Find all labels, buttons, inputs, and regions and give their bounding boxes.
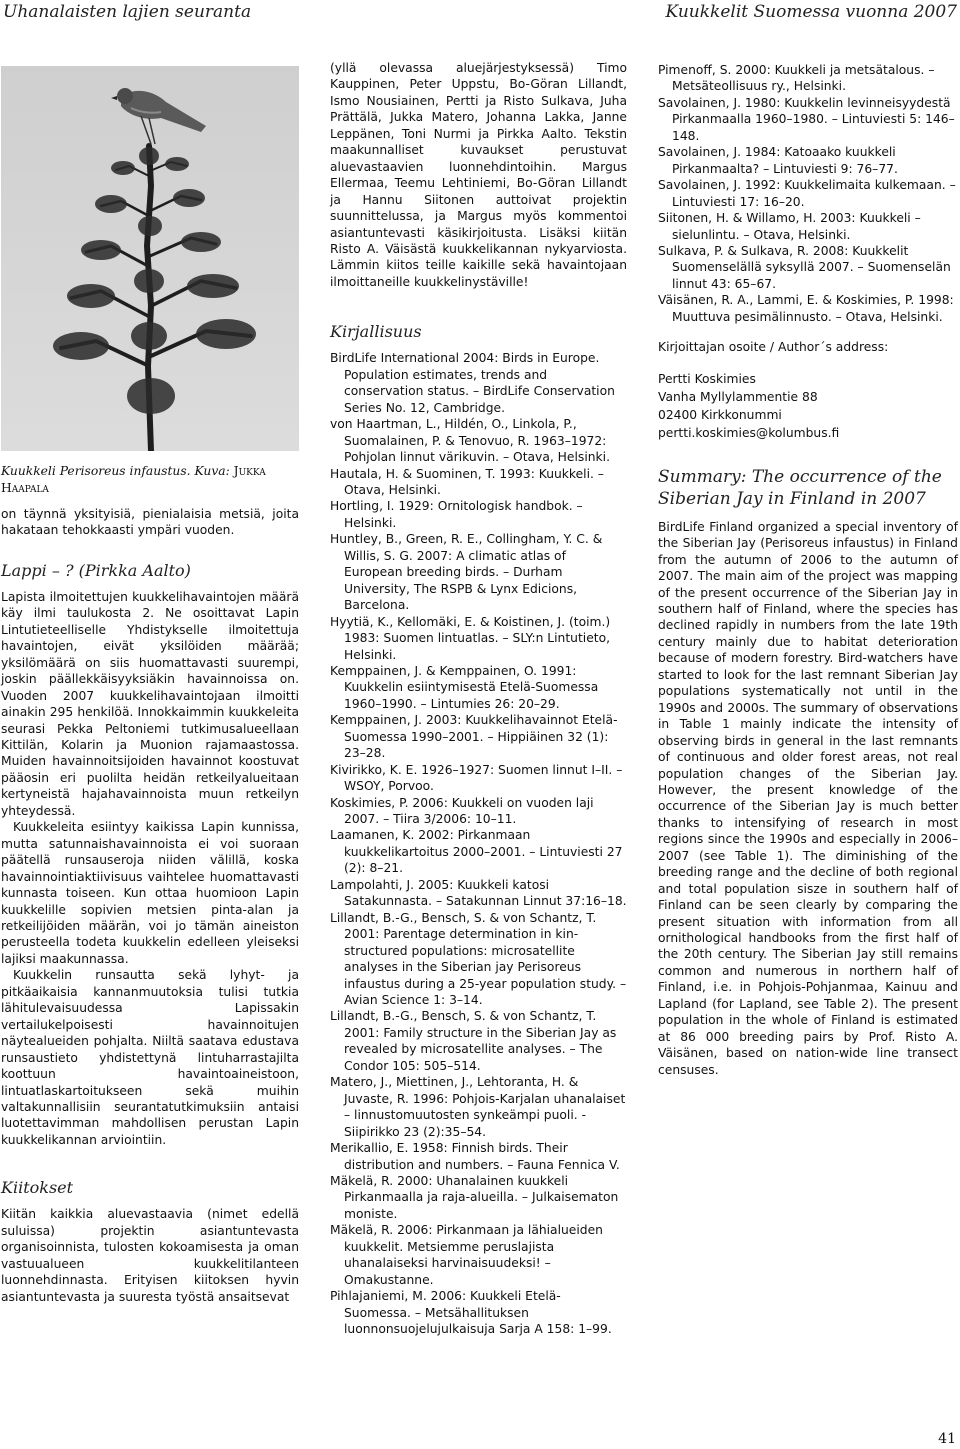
reference-item: Väisänen, R. A., Lammi, E. & Koskimies, P. 1998: Muuttuva pesimälinnusto. – Otava, Helsinki. [658,293,954,324]
reference-list-continued [658,62,958,325]
body-paragraph: Lapista ilmoitettujen kuukkelihavaintojen määrä käy ilmi taulukosta 2. Ne osoittavat Lapin Lintutieteelliselle Yhdistykselle ilmoitettuja havaintojen, eivät yksilöiden määrää; yksilömäärä on siis huomattavasti suurempi, joskin päällekkäisyyksiäkin havainnoissa on. Vuoden 2007 kuukkelihavaintojaan ilmoitti ainakin 295 henkilöä. Innokkaimmin kuukkeleita seurasi Pekka Peltoniemi tutkimusalueellaan Kittilän, Kolarin ja Muonion rajamaastossa. Muiden havainnoitsijoiden havainnot koostuvat pääosin eri puolilta heidän retkeilyalueitaan kertyneistä hajahavainnoista muun retkeilyn yhteydessä. [1,589,299,818]
photo-caption [1,463,299,496]
reference-item: Matero, J., Miettinen, J., Lehtoranta, H. & Juvaste, R. 1996: Pohjois-Karjalan uhanalaiset – linnustomuutosten synkeämpi puoli. - Siipirikko 23 (2):35–54. [330,1075,626,1139]
reference-item: Savolainen, J. 1980: Kuukkelin levinneisyydestä Pirkanmaalla 1960–1980. – Lintuviesti 5: 146–148. [658,95,955,143]
reference-item: Hortling, I. 1929: Ornitologisk handbok. – Helsinki. [330,499,583,530]
reference-item: Huntley, B., Green, R. E., Collingham, Y. C. & Willis, S. G. 2007: A climatic atlas of European breeding birds. – Durham University, The RSPB & Lynx Edicions, Barcelona. [330,532,603,613]
reference-item: Koskimies, P. 2006: Kuukkeli on vuoden laji 2007. – Tiira 3/2006: 10–11. [330,795,594,827]
running-header [0,0,960,28]
body-paragraph: Kiitän kaikkia aluevastaavia (nimet edellä suluissa) projektin asiantuntevasta organisoinnista, tulosten kokoamisesta ja oman vastuualueen kuukkelitilanteen luonnehdinnasta. Erityisen kiitoksen hyvin asiantuntevasta ja suuresta työstä ansaitsevat [1,1207,299,1304]
column-2 [330,60,627,1338]
page-number: 41 [938,1431,956,1447]
author-name: Pertti Koskimies [658,371,756,386]
reference-list [330,350,627,1337]
header-right: Kuukkelit Suomessa vuonna 2007 [665,2,957,22]
caption-text: Kuukkeli Perisoreus infaustus. Kuva: [1,464,230,478]
summary-paragraph: BirdLife Finland organized a special inventory of the Siberian Jay (Perisoreus infaustus) in Finland from the autumn of 2006 to the autumn of 2007. The main aim of the project was mapping of the present occurrence of the Siberian Jay in southern half of Finland, where the species has declined rapidly in numbers from the late 19th century mainly due to habitat deterioration because of modern forestry. Bird-watchers have started to look for the last remnant Siberian Jay populations systematically not until in the 1990s and 2000s. The summary of observations in Table 1 mainly indicate the intensity of observing birds in general in the last remnants of continuous and older forest areas, not real population changes of the Siberian Jay. However, the present knowledge of the occurrence of the Siberian Jay is much better thanks to intensifying of research in most regions since the 1990s and especially in 2006–2007 (see Table 1). The diminishing of the breeding range and the decline of both regional and total population sisze in southern half of Finland can be seen clearly by comparing the present situation with information from all ornithological handbooks from the first half of the 20th century. The Siberian Jay still remains common and numerous in northern half of Finland, i.e. in Pohjois-Pohjanmaa, Kainuu and Lapland (for Lapland, see Table 2). The present population in the whole of Finland is estimated at 86 000 breeding pairs by Prof. Risto A. Väisänen, based on nation-wide line transect censuses. [658,519,958,1077]
reference-item: Mäkelä, R. 2000: Uhanalainen kuukkeli Pirkanmaalla ja raja-alueilla. – Julkaisematon moniste. [330,1174,619,1221]
address-heading: Kirjoittajan osoite / Author´s address: [658,340,889,355]
reference-item: Merikallio, E. 1958: Finnish birds. Their distribution and numbers. – Fauna Fennica V. [330,1141,620,1172]
reference-item: Mäkelä, R. 2006: Pirkanmaan ja lähialueiden kuukkelit. Metsiemme peruslajista uhanalaiseksi harvinaisuudeksi! – Omakustanne. [330,1223,603,1287]
header-left: Uhanalaisten lajien seuranta [3,2,252,22]
summary-heading: Summary: The occurrence of the Siberian Jay in Finland in 2007 [658,466,942,509]
reference-item: Siitonen, H. & Willamo, H. 2003: Kuukkeli – sielunlintu. – Otava, Helsinki. [658,211,921,242]
street-address: Vanha Myllylammentie 88 [658,389,818,404]
reference-item: Kemppainen, J. & Kemppainen, O. 1991: Kuukkelin esiintymisestä Etelä-Suomessa 1960–1990. – Lintumies 26: 20–29. [330,663,599,711]
caption-credit: Jukka Haapala [1,464,266,495]
reference-item: von Haartman, L., Hildén, O., Linkola, P., Suomalainen, P. & Tenovuo, R. 1963–1972: Pohjolan linnut värikuvin. – Otava, Helsinki. [330,417,610,465]
reference-item: Savolainen, J. 1992: Kuukkelimaita kulkemaan. – Lintuviesti 17: 16–20. [658,178,956,209]
section-heading-lappi: Lappi – ? (Pirkka Aalto) [1,560,191,580]
section-heading-kirjallisuus: Kirjallisuus [330,322,422,342]
reference-item: BirdLife International 2004: Birds in Europe. Population estimates, trends and conservation status. – BirdLife Conservation Series No. 12, Cambridge. [330,351,615,415]
reference-item: Kemppainen, J. 2003: Kuukkelihavainnot Etelä-Suomessa 1990–2001. – Hippiäinen 32 (1): 23–28. [330,713,618,761]
reference-item: Kivirikko, K. E. 1926–1927: Suomen linnut I–II. – WSOY, Porvoo. [330,762,623,794]
reference-item: Lillandt, B.-G., Bensch, S. & von Schantz, T. 2001: Family structure in the Siberian Jay as revealed by microsatellite analyses. – The Condor 105: 505–514. [330,1009,617,1073]
email-address: pertti.koskimies@kolumbus.fi [658,425,840,440]
siberian-jay-illustration [1,66,299,451]
intro-paragraph: on täynnä yksityisiä, pienialaisia metsiä, joita hakataan tehokkaasti ympäri vuoden. [1,507,299,538]
reference-item: Lampolahti, J. 2005: Kuukkeli katosi Satakunnasta. – Satakunnan Linnut 37:16–18. [330,877,627,909]
column-3 [658,62,958,1078]
reference-item: Hyytiä, K., Kellomäki, E. & Koistinen, J. (toim.) 1983: Suomen lintuatlas. – SLY:n Lintutieto, Helsinki. [330,614,611,662]
column-1 [1,66,299,1305]
section-heading-kiitokset: Kiitokset [1,1178,74,1198]
body-paragraph: Kuukkeleita esiintyy kaikissa Lapin kunnissa, mutta satunnaishavainnoista ei voi suoraan päätellä runsauseroja niiden välillä, koska havainnointiaktiivisuus vaihtelee huomattavasti kunnasta toiseen. Kun ottaa huomioon Lapin kuukkelille sopivien metsien pinta-alan ja retkeilijöiden määrän, voi jo tämän aineiston perusteella todeta kuukkelin edelleen yleiseksi lajiksi maakunnassa. [1,820,299,966]
author-address [658,370,958,442]
reference-item: Lillandt, B.-G., Bensch, S. & von Schantz, T. 2001: Parentage determination in kin-structured populations: microsatellite analyses in the Siberian jay Perisoreus infaustus during a 25-year population study. – Avian Science 1: 3–14. [330,910,627,1008]
reference-item: Laamanen, K. 2002: Pirkanmaan kuukkelikartoitus 2000–2001. – Lintuviesti 27 (2): 8–21. [330,828,623,876]
body-paragraph: (yllä olevassa aluejärjestyksessä) Timo Kauppinen, Peter Uppstu, Bo-Göran Lillandt, Ismo Nousiainen, Pertti ja Risto Sulkava, Juha Prättälä, Jukka Matero, Johanna Lakka, Janne Leppänen, Toni Nurmi ja Pirkka Aalto. Tekstin maakunnalliset kuvaukset perustuvat aluevastaavien luonnehdintoihin. Margus Ellermaa, Teemu Lehtiniemi, Bo-Göran Lillandt ja Hannu Siitonen auttoivat projektin suunnittelussa, ja Margus myös kommentoi asiantuntevasti käsikirjoitusta. Lisäksi kiitän Risto A. Väisästä kuukkelikannan nykyarviosta. Lämmin kiitos teille kaikille sekä havaintojaan ilmoittaneille kuukkelinystäville! [330,61,627,289]
reference-item: Pimenoff, S. 2000: Kuukkeli ja metsätalous. – Metsäteollisuus ry., Helsinki. [658,63,935,94]
bird-photo [1,66,299,451]
body-paragraph: Kuukkelin runsautta sekä lyhyt- ja pitkäaikaisia kannanmuutoksia tulisi tutkia lähitulevaisuudessa Lapissakin vertailukelpoisesti havainnoitujen näytealueiden pohjalta. Niiltä saatava edustava runsaustieto yhdistettynä lintuharrastajilta koottuun havaintoaineistoon, lintuatlaskartoitukseen sekä muihin valtakunnallisiin seurantatutkimuksiin antaisi luotettavimman mahdollisen perustan Lapin kuukkelikannan arviointiin. [1,968,299,1147]
reference-item: Pihlajaniemi, M. 2006: Kuukkeli Etelä-Suomessa. – Metsähallituksen luonnonsuojelujulkaisuja Sarja A 158: 1–99. [330,1289,612,1337]
reference-item: Hautala, H. & Suominen, T. 1993: Kuukkeli. – Otava, Helsinki. [330,466,604,497]
reference-item: Savolainen, J. 1984: Katoaako kuukkeli Pirkanmaalta? – Lintuviesti 9: 76–77. [658,145,898,176]
reference-item: Sulkava, P. & Sulkava, R. 2008: Kuukkelit Suomenselällä syksyllä 2007. – Suomenselän linnut 43: 65–67. [658,243,951,291]
postal-address: 02400 Kirkkonummi [658,407,782,422]
